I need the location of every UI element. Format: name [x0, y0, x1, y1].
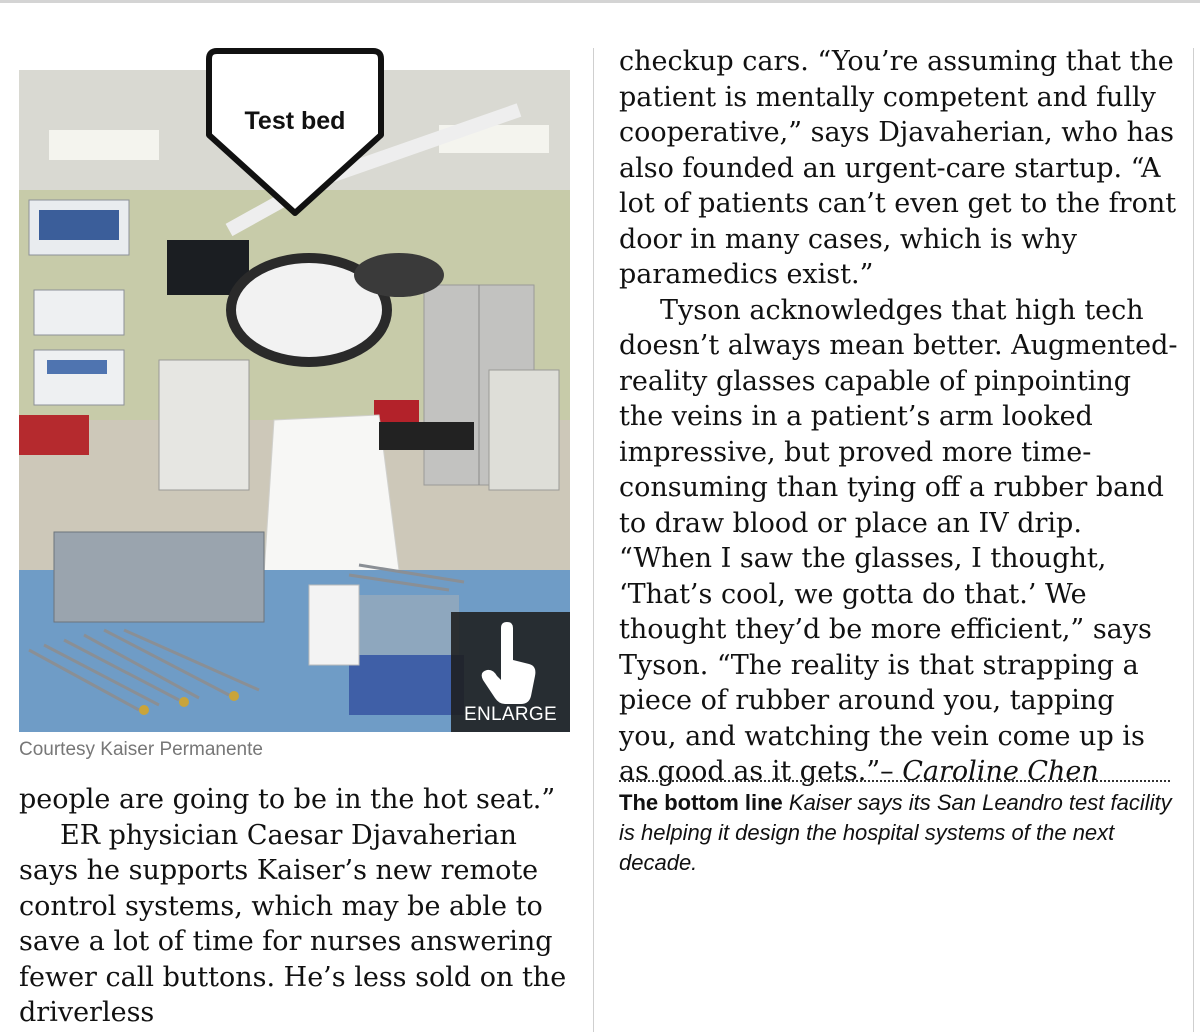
bottom-line-text: Kaiser says its San Leandro test facility is helping it design the hospital systems of the next decade. — [619, 790, 1172, 875]
paragraph: people are going to be in the hot seat.” — [19, 784, 556, 815]
bottom-line-box — [619, 788, 1174, 878]
top-rule — [0, 0, 1200, 3]
paragraph-text: Tyson acknowledges that high tech doesn’t always mean better. Augmented-reality glasses capable of pinpointing the veins in a patient’s arm looked impressive, but proved more time-consuming than tying off a rubber band to draw blood or place an IV drip. “When I saw the glasses, I thought, ‘That’s cool, we gotta do that.’ We thought they’d be more efficient,” says Tyson. “The reality is that strapping a piece of rubber around you, tapping you, and watching the vein come up is as good as it gets.”– — [619, 294, 1178, 787]
enlarge-label: ENLARGE — [464, 704, 557, 725]
left-column-text — [19, 782, 579, 1031]
dotted-divider — [619, 780, 1170, 782]
column-divider — [593, 48, 594, 1032]
photo-credit: Courtesy Kaiser Permanente — [19, 739, 263, 760]
test-bed-callout — [205, 47, 385, 217]
callout-label: Test bed — [244, 107, 346, 135]
hand-pointer-icon — [479, 622, 539, 704]
byline: Caroline Chen — [902, 756, 1099, 787]
paragraph: ER physician Caesar Djavaherian says he supports Kaiser’s new remote control systems, which may be able to save a lot of time for nurses answering fewer call buttons. He’s less sold on the driverless — [19, 819, 567, 1028]
enlarge-button[interactable] — [451, 612, 570, 732]
bottom-line-label: The bottom line — [619, 790, 783, 815]
paragraph — [619, 293, 1179, 790]
paragraph: checkup cars. “You’re assuming that the patient is mentally competent and fully cooperative,” says Djavaherian, who has also founded an urgent-care startup. “A lot of patients can’t even get to the front door in many cases, which is why paramedics exist.” — [619, 46, 1177, 290]
right-column-text — [619, 44, 1179, 790]
right-edge-divider — [1193, 48, 1194, 1032]
